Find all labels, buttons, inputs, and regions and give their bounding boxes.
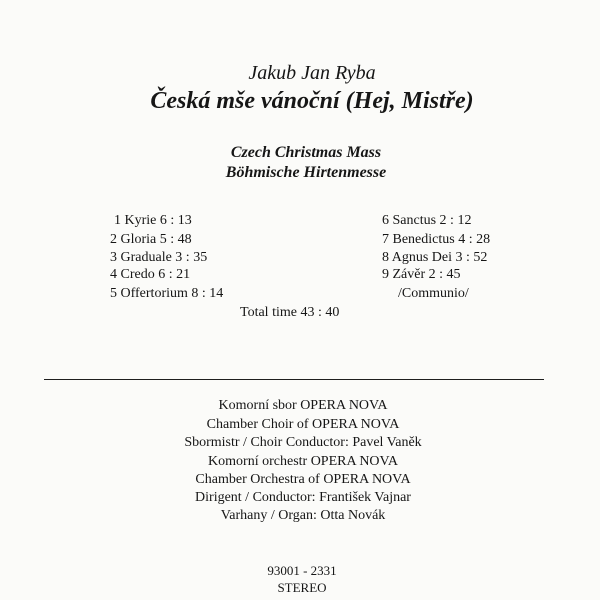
track-6: 6 Sanctus 2 : 12 (382, 213, 472, 228)
credit-line: Komorní sbor OPERA NOVA (218, 398, 388, 413)
track-7: 7 Benedictus 4 : 28 (382, 232, 491, 247)
credit-line: Komorní orchestr OPERA NOVA (208, 454, 398, 469)
subtitle-english: Czech Christmas Mass (230, 144, 382, 161)
stereo-label: STEREO (277, 580, 327, 595)
track-5: 5 Offertorium 8 : 14 (110, 286, 224, 301)
composer-name: Jakub Jan Ryba (248, 62, 376, 84)
total-time: Total time 43 : 40 (240, 305, 340, 320)
track-9-note: /Communio/ (398, 286, 469, 301)
track-4: 4 Credo 6 : 21 (110, 267, 191, 282)
credit-line: Chamber Orchestra of OPERA NOVA (195, 472, 411, 487)
track-9: 9 Závěr 2 : 45 (382, 267, 461, 282)
track-3: 3 Graduale 3 : 35 (110, 250, 208, 265)
credit-line: Dirigent / Conductor: František Vajnar (195, 490, 411, 505)
catalog-number: 93001 - 2331 (267, 563, 337, 578)
credit-line: Chamber Choir of OPERA NOVA (206, 417, 400, 432)
credit-line: Varhany / Organ: Otta Novák (220, 508, 386, 523)
credit-line: Sbormistr / Choir Conductor: Pavel Vaněk (184, 435, 422, 450)
track-2: 2 Gloria 5 : 48 (110, 232, 192, 247)
divider (44, 379, 544, 380)
track-1: 1 Kyrie 6 : 13 (114, 213, 192, 228)
subtitle-german: Böhmische Hirtenmesse (225, 164, 387, 181)
track-8: 8 Agnus Dei 3 : 52 (382, 250, 488, 265)
album-title: Česká mše vánoční (Hej, Mistře) (150, 88, 474, 114)
